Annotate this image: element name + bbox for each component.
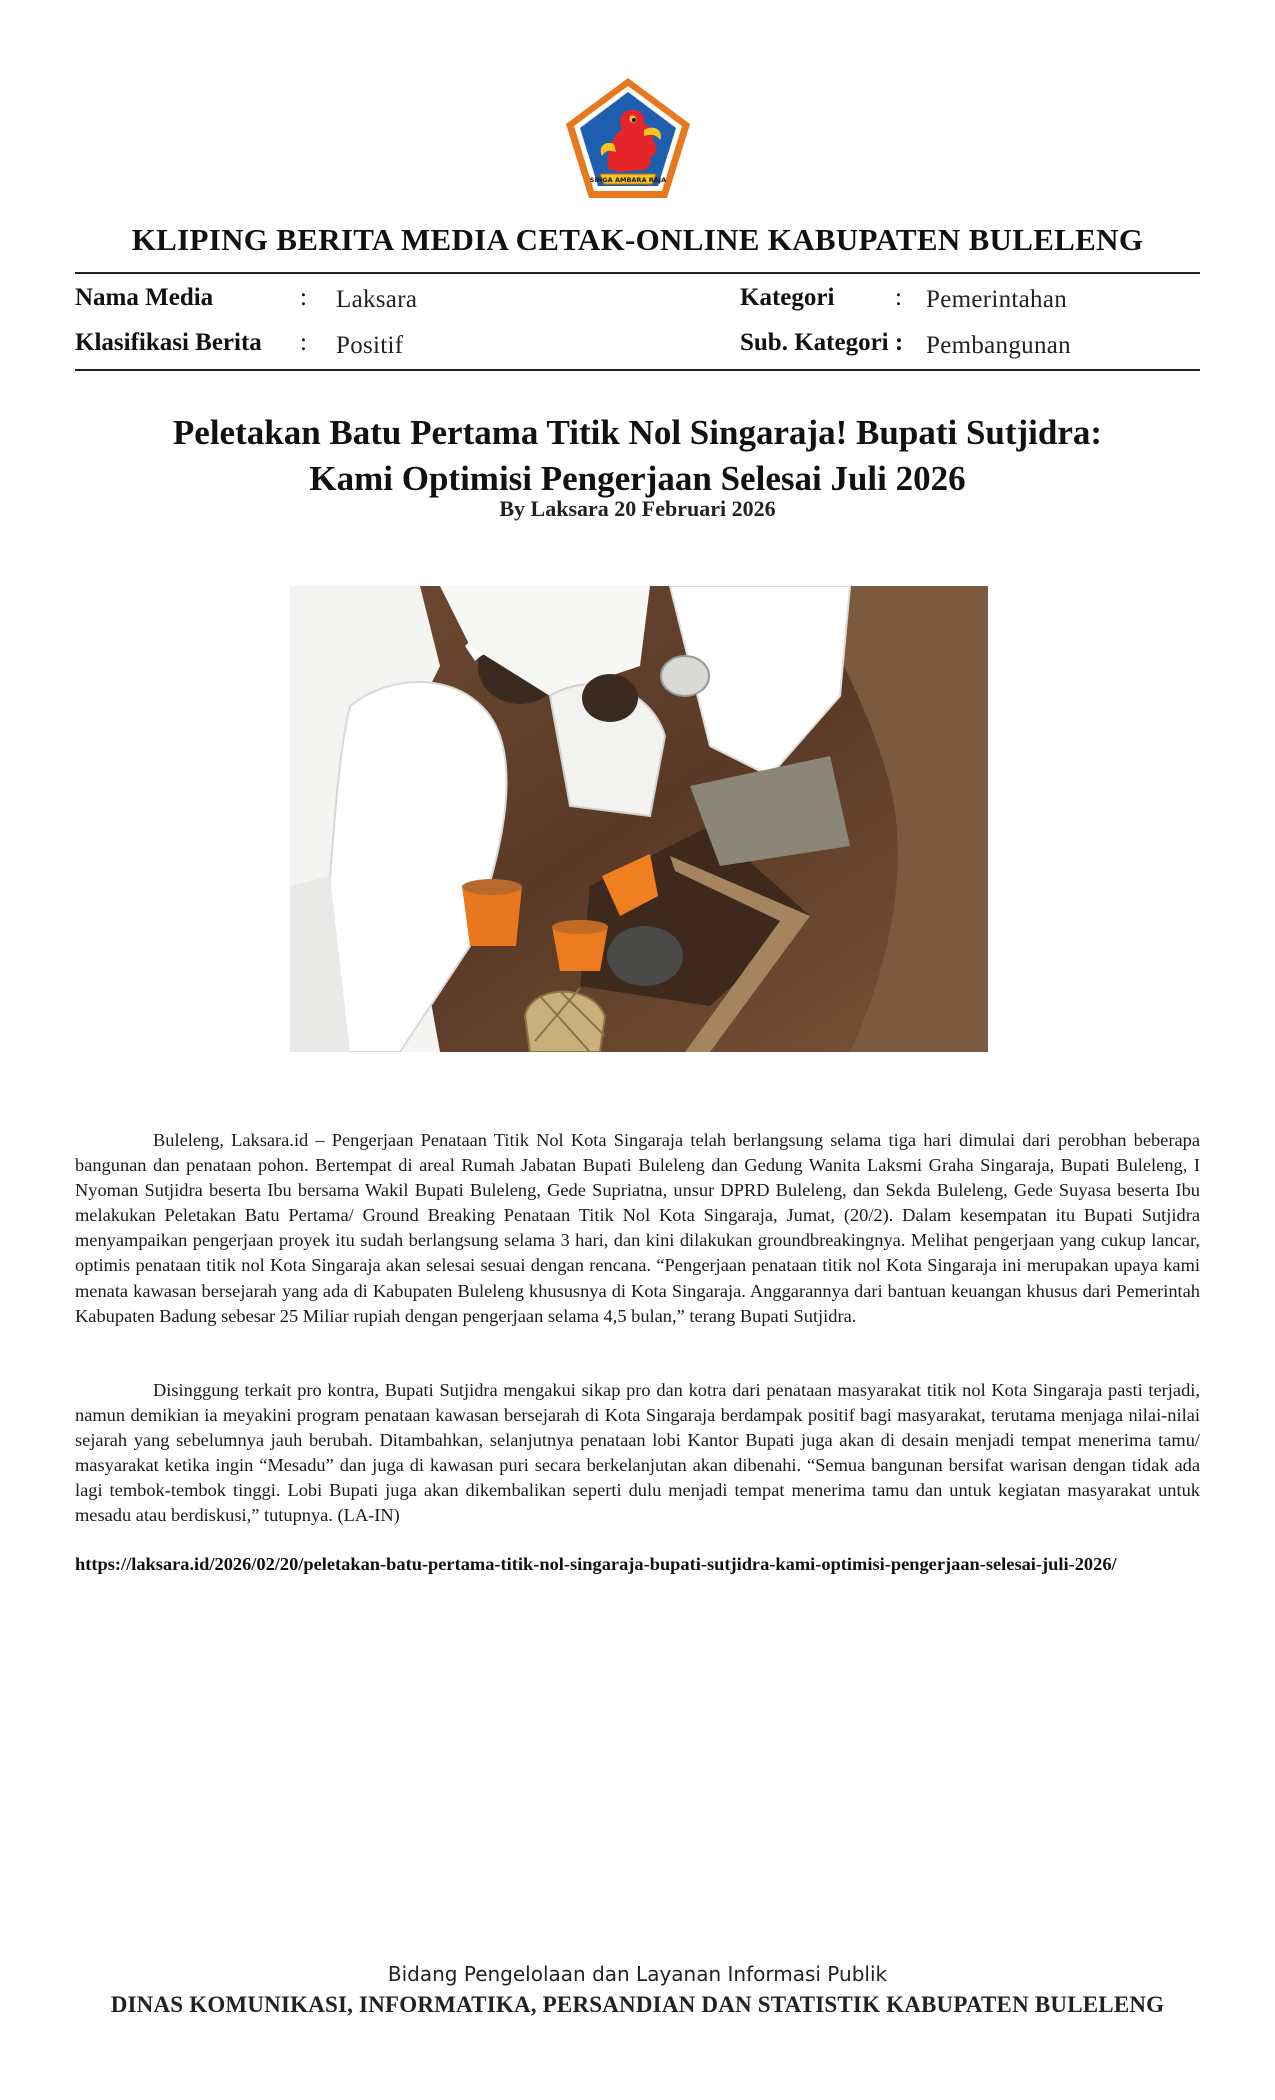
svg-text:SINGA AMBARA RAJA: SINGA AMBARA RAJA — [589, 176, 667, 184]
subcategory-value: Pembangunan — [926, 332, 1071, 359]
clipping-title: KLIPING BERITA MEDIA CETAK-ONLINE KABUPATEN BULELENG — [131, 222, 1144, 257]
headline-line-2: Kami Optimisi Pengerjaan Selesai Juli 2026 — [309, 459, 966, 498]
article-paragraph-1: Buleleng, Laksara.id – Pengerjaan Penataan Titik Nol Kota Singaraja telah berlangsung selama tiga hari dimulai dari perobhan beberapa bangunan dan penataan pohon. Bertempat di areal Rumah Jabatan Bupati Buleleng dan Gedung Wanita Laksmi Graha Singaraja, Bupati Buleleng, I Nyoman Sutjidra beserta Ibu bersama Wakil Bupati Buleleng, Gede Supriatna, unsur DPRD Buleleng, dan Sekda Buleleng, Gede Suyasa beserta Ibu melakukan Peletakan Batu Pertama/ Ground Breaking Penataan Titik Nol Kota Singaraja, Jumat, (20/2). Dalam kesempatan itu Bupati Sutjidra menyampaikan pengerjaan proyek itu sudah berlangsung selama 3 hari, dan kini dilakukan groundbreakingnya. Melihat pengerjaan yang cukup lancar, optimis penataan titik nol Kota Singaraja akan selesai sesuai dengan rencana. “Pengerjaan penataan titik nol Kota Singaraja ini merupakan upaya kami menata kawasan bersejarah yang ada di Kabupaten Buleleng khususnya di Kota Singaraja. Anggarannya dari bantuan keuangan khusus dari Pemerintah Kabupaten Badung sebesar 25 Miliar rupiah dengan pengerjaan selama 4,5 bulan,” terang Bupati Sutjidra. — [75, 1130, 1200, 1326]
singa-ambara-raja-emblem-icon — [560, 74, 696, 204]
media-name-value: Laksara — [336, 286, 418, 313]
category-label: Kategori — [740, 284, 835, 311]
category-value: Pemerintahan — [926, 286, 1068, 313]
classification-value: Positif — [336, 332, 404, 359]
headline-line-1: Peletakan Batu Pertama Titik Nol Singaraja! Bupati Sutjidra: — [172, 413, 1103, 452]
groundbreaking-photo — [290, 586, 988, 1052]
top-divider — [75, 272, 1200, 274]
article-byline: By Laksara 20 Februari 2026 — [499, 496, 776, 521]
article-paragraph-2: Disinggung terkait pro kontra, Bupati Sutjidra mengakui sikap pro dan kotra dari penataan masyarakat titik nol Kota Singaraja pasti terjadi, namun demikian ia meyakini program penataan kawasan bersejarah di Kota Singaraja berdampak positif bagi masyarakat, terutama menjaga nilai-nilai sejarah yang sebelumnya jauh berubah. Ditambahkan, selanjutnya penataan lobi Kantor Bupati juga akan di desain menjadi tempat menerima tamu/ masyarakat ketika ingin “Mesadu” dan juga di kawasan puri secara berkelanjutan akan dibenahi. “Semua bangunan bersifat warisan dengan tidak ada lagi tembok-tembok tinggi. Lobi Bupati juga akan dikembalikan seperti dulu menjadi tempat menerima tamu dan untuk kegiatan masyarakat untuk mesadu atau berdiskusi,” tutupnya. (LA-IN) — [75, 1380, 1200, 1526]
regency-emblem-logo — [560, 74, 696, 204]
classification-colon: : — [300, 329, 307, 356]
media-name-colon: : — [300, 284, 307, 311]
source-url-link[interactable]: https://laksara.id/2026/02/20/peletakan-batu-pertama-titik-nol-singaraja-bupati-sutjidra-kami-optimisi-pengerjaan-selesai-juli-2026/ — [75, 1554, 1117, 1574]
meta-divider — [75, 369, 1200, 371]
article-headline — [75, 410, 1200, 502]
footer-division: Bidang Pengelolaan dan Layanan Informasi Publik — [387, 1962, 888, 1986]
media-name-label: Nama Media — [75, 284, 214, 311]
footer-agency: DINAS KOMUNIKASI, INFORMATIKA, PERSANDIAN DAN STATISTIK KABUPATEN BULELENG — [110, 1992, 1165, 2017]
category-colon: : — [895, 284, 902, 311]
subcategory-label: Sub. Kategori : — [740, 329, 904, 356]
classification-label: Klasifikasi Berita — [75, 329, 262, 356]
